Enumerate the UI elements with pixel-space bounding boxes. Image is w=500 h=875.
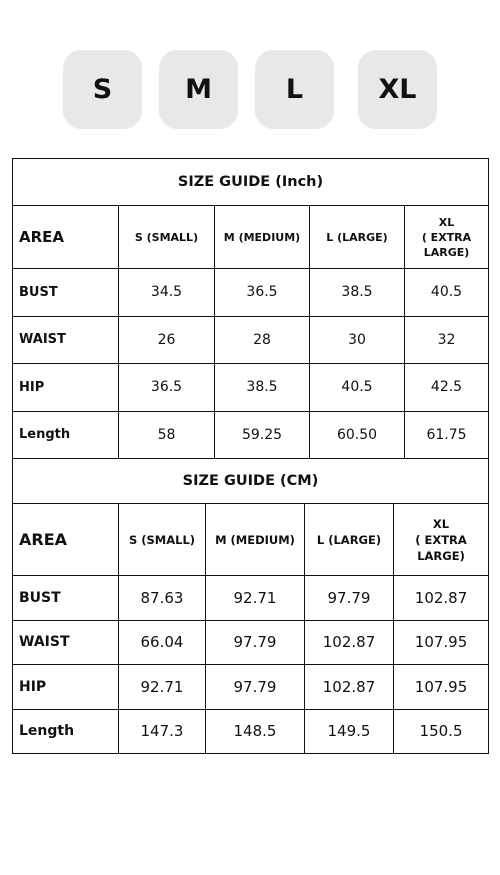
- size-button-xl[interactable]: XL: [358, 50, 437, 129]
- table-cell: 30: [310, 316, 405, 364]
- table-row: [13, 316, 489, 364]
- column-header-m: M (MEDIUM): [215, 206, 310, 269]
- table-cell: 97.79: [305, 576, 394, 621]
- table-cell: 36.5: [119, 364, 215, 412]
- table-cell: 60.50: [310, 411, 405, 459]
- table-cell: 32: [405, 316, 489, 364]
- table-header-row: [13, 504, 489, 576]
- row-label: WAIST: [13, 620, 119, 665]
- row-label: WAIST: [13, 316, 119, 364]
- row-label: HIP: [13, 665, 119, 710]
- table-cell: 107.95: [394, 665, 489, 710]
- table-cell: 40.5: [310, 364, 405, 412]
- row-label: HIP: [13, 364, 119, 412]
- table-title: SIZE GUIDE (Inch): [13, 159, 489, 206]
- table-row: [13, 411, 489, 459]
- table-row: [13, 665, 489, 710]
- table-cell: 150.5: [394, 709, 489, 754]
- table-cell: 97.79: [206, 620, 305, 665]
- table-cell: 28: [215, 316, 310, 364]
- table-row: [13, 576, 489, 621]
- table-cell: 58: [119, 411, 215, 459]
- table-cell: 147.3: [119, 709, 206, 754]
- table-cell: 38.5: [215, 364, 310, 412]
- table-cell: 148.5: [206, 709, 305, 754]
- table-cell: 149.5: [305, 709, 394, 754]
- size-button-l[interactable]: L: [255, 50, 334, 129]
- column-header-l: L (LARGE): [310, 206, 405, 269]
- table-cell: 102.87: [305, 620, 394, 665]
- size-button-m[interactable]: M: [159, 50, 238, 129]
- table-cell: 26: [119, 316, 215, 364]
- row-label: BUST: [13, 576, 119, 621]
- table-cell: 102.87: [305, 665, 394, 710]
- row-label: Length: [13, 709, 119, 754]
- table-cell: 36.5: [215, 269, 310, 317]
- row-label: Length: [13, 411, 119, 459]
- size-guide-cm-table: [12, 458, 489, 754]
- table-cell: 102.87: [394, 576, 489, 621]
- column-header-l: L (LARGE): [305, 504, 394, 576]
- table-cell: 61.75: [405, 411, 489, 459]
- table-cell: 107.95: [394, 620, 489, 665]
- table-cell: 38.5: [310, 269, 405, 317]
- size-guide-inch-table: [12, 158, 489, 459]
- table-cell: 40.5: [405, 269, 489, 317]
- table-row: [13, 364, 489, 412]
- size-button-s[interactable]: S: [63, 50, 142, 129]
- table-cell: 66.04: [119, 620, 206, 665]
- column-header-xl: XL ( EXTRA LARGE): [405, 206, 489, 269]
- table-header-row: [13, 206, 489, 269]
- table-cell: 42.5: [405, 364, 489, 412]
- table-cell: 92.71: [206, 576, 305, 621]
- area-header: AREA: [13, 206, 119, 269]
- column-header-s: S (SMALL): [119, 504, 206, 576]
- table-row: [13, 620, 489, 665]
- area-header: AREA: [13, 504, 119, 576]
- column-header-s: S (SMALL): [119, 206, 215, 269]
- table-cell: 59.25: [215, 411, 310, 459]
- table-cell: 92.71: [119, 665, 206, 710]
- row-label: BUST: [13, 269, 119, 317]
- column-header-m: M (MEDIUM): [206, 504, 305, 576]
- column-header-xl: XL ( EXTRA LARGE): [394, 504, 489, 576]
- table-cell: 87.63: [119, 576, 206, 621]
- table-title: SIZE GUIDE (CM): [13, 459, 489, 504]
- size-selector: [0, 50, 500, 129]
- table-row: [13, 269, 489, 317]
- table-cell: 97.79: [206, 665, 305, 710]
- table-row: [13, 709, 489, 754]
- table-cell: 34.5: [119, 269, 215, 317]
